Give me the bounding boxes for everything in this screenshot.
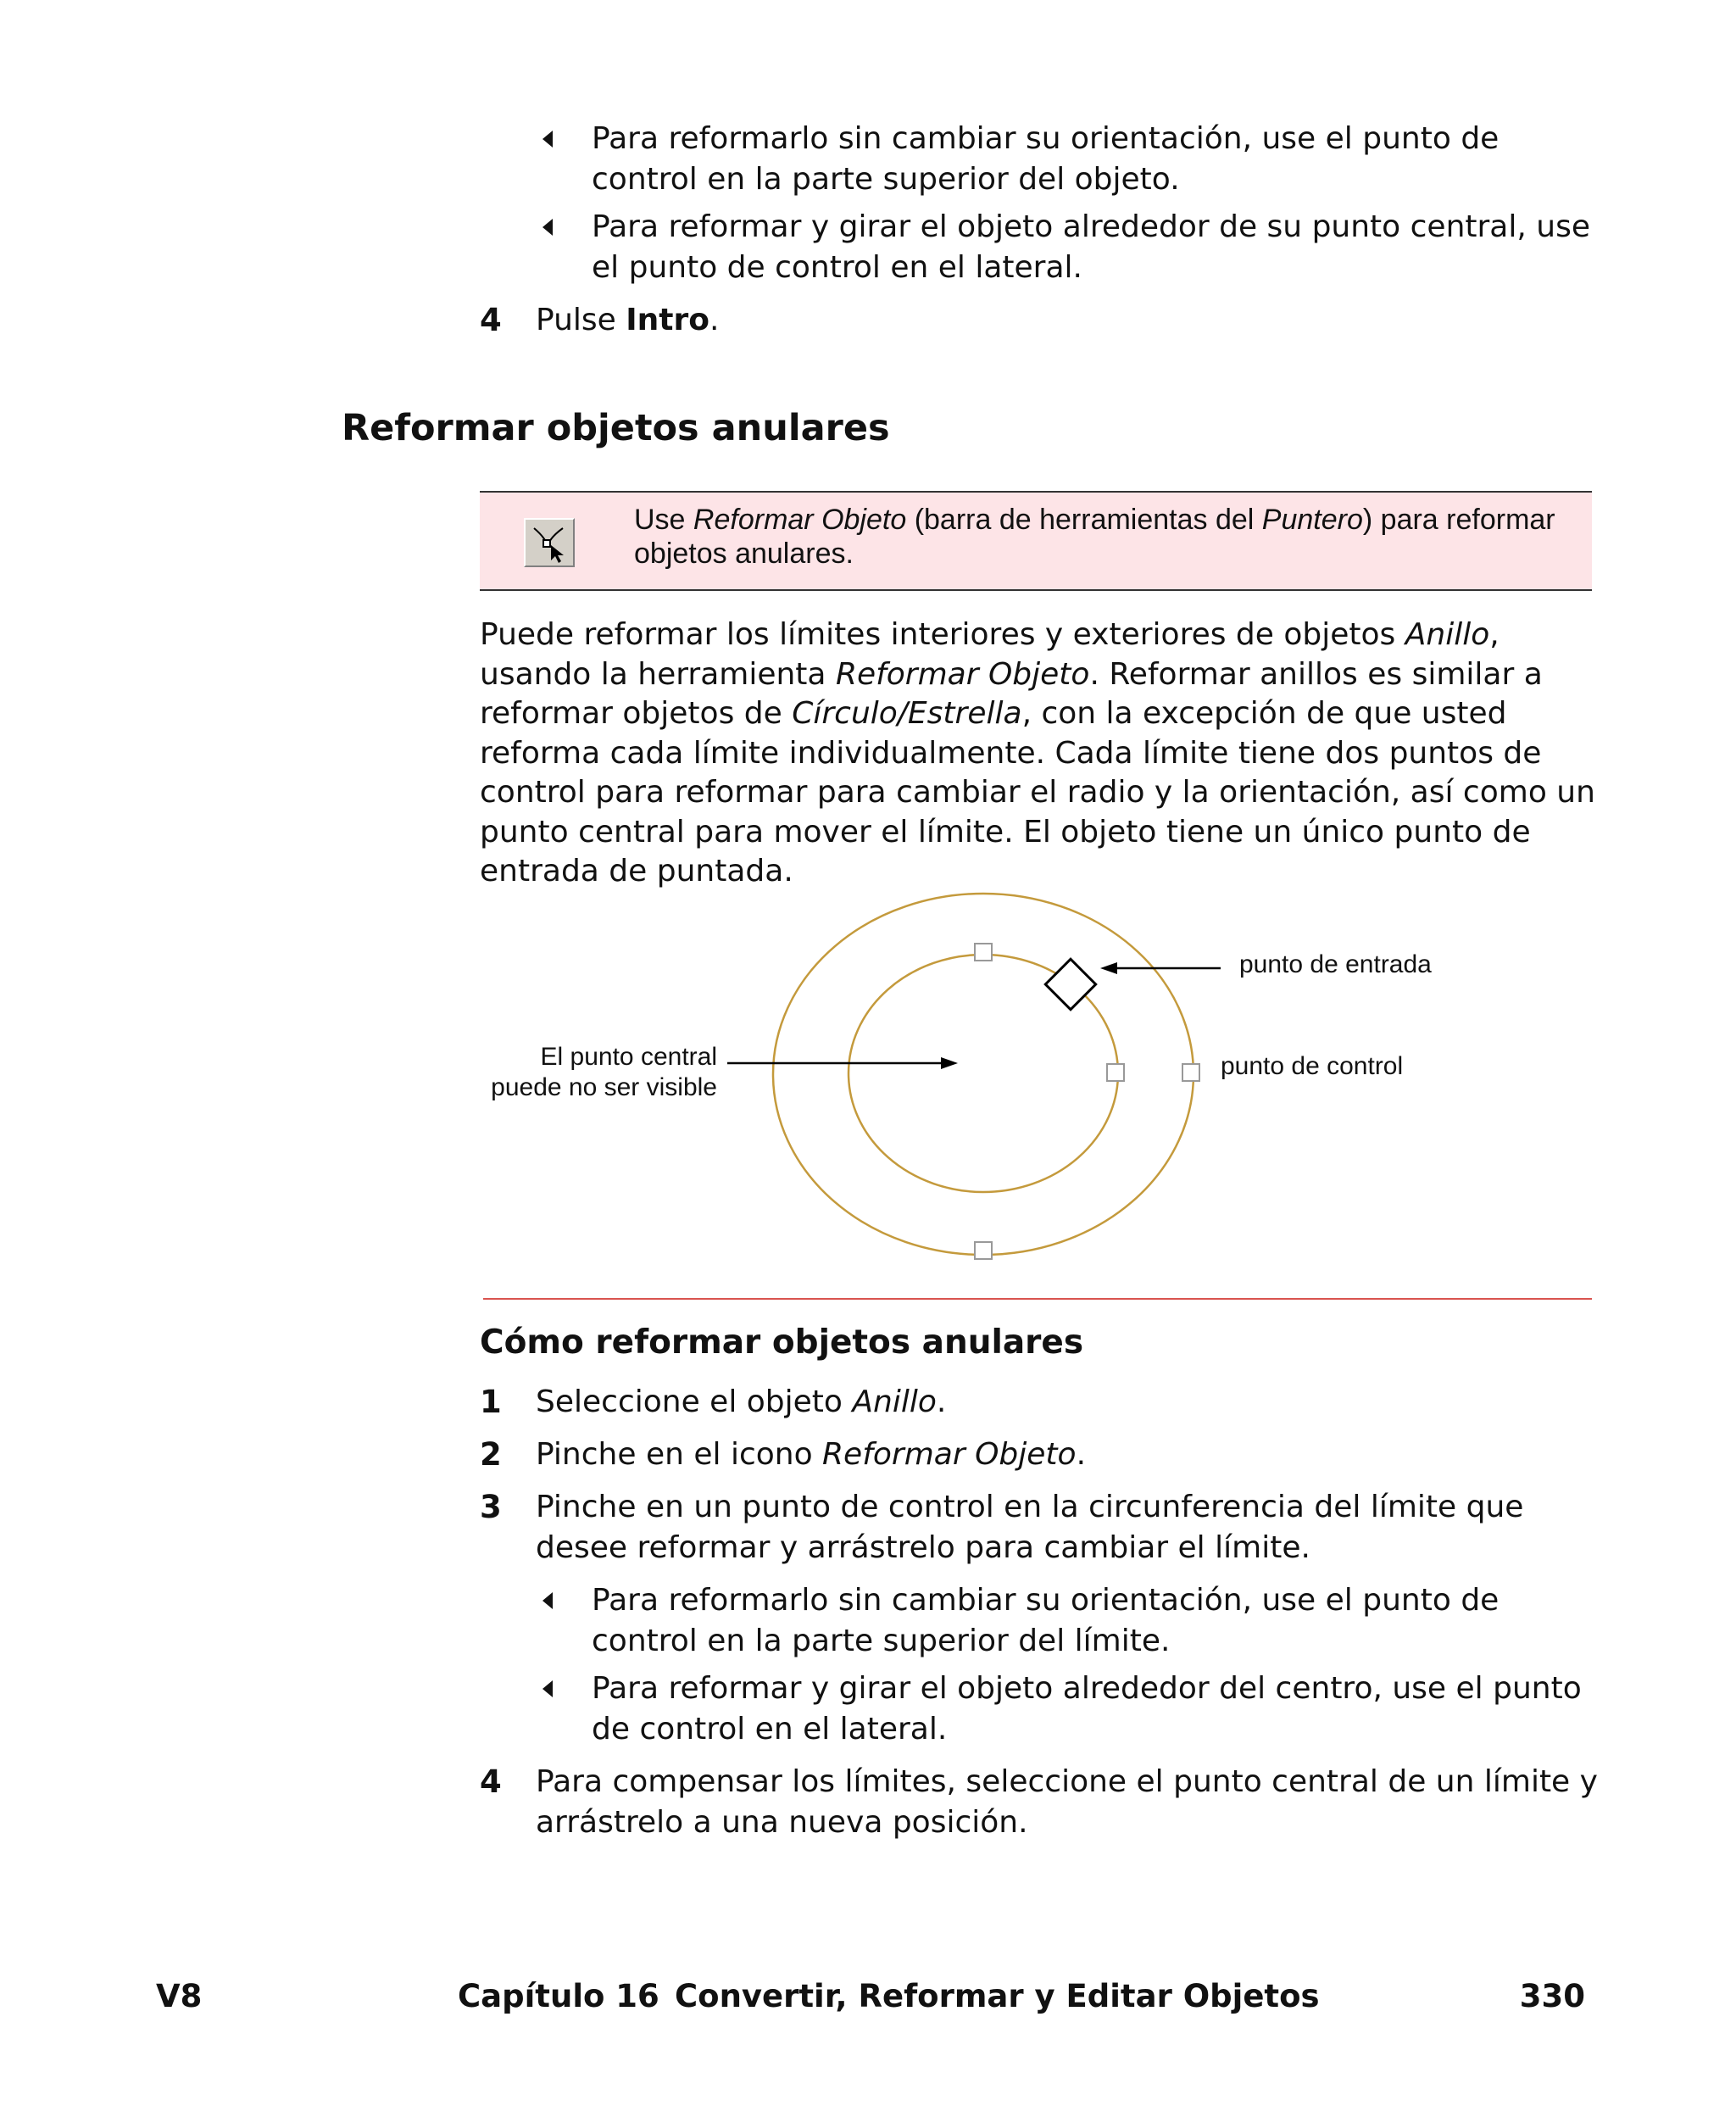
step-text: Pulse Intro. (536, 303, 720, 337)
entry-point-marker (1045, 959, 1095, 1009)
step-text: Pinche en el icono Reformar Objeto. (536, 1437, 1087, 1472)
tip-box (480, 491, 1592, 591)
bullet-text: Para reformarlo sin cambiar su orientación, use el punto de control en la parte superior del límite. (592, 1583, 1500, 1658)
step-number: 3 (480, 1489, 502, 1525)
body-paragraph: Puede reformar los límites interiores y exteriores de objetos Anillo, usando la herramienta Reformar Objeto. Reformar anillos es similar a reformar objetos de Círculo/Estrella, con la excepción de que usted reforma cada límite individualmente. Cada límite tiene dos puntos de control para reformar para cambiar el radio y la orientación, así como un punto central para mover el límite. El objeto tiene un único punto de entrada de puntada. (480, 617, 1595, 889)
center-point-label-line1: El punto central (540, 1043, 717, 1071)
bullet-text: Para reformarlo sin cambiar su orientación, use el punto de control en la parte superior del objeto. (592, 121, 1500, 197)
bullet-triangle-icon (542, 1592, 553, 1609)
toolbar-name: Puntero (1261, 504, 1363, 536)
tool-name: Reformar Objeto (693, 504, 907, 536)
entry-point-label: punto de entrada (1239, 950, 1432, 978)
control-point-outer-side (1182, 1064, 1199, 1081)
control-point-bottom (975, 1242, 992, 1259)
footer-page-number: 330 (1519, 1978, 1585, 2014)
control-point-top (975, 944, 992, 961)
key-name: Intro (626, 303, 709, 337)
bullet-text: Para reformar y girar el objeto alrededor del centro, use el punto de control en el lateral. (592, 1671, 1582, 1747)
step-number: 2 (480, 1436, 502, 1473)
bullet-text: Para reformar y girar el objeto alrededor de su punto central, use el punto de control en el lateral. (592, 209, 1590, 285)
ring-diagram (0, 882, 1736, 1280)
tip-text: Use Reformar Objeto (barra de herramientas del Puntero) para reformar objetos anulares. (634, 504, 1555, 570)
reshape-object-icon (524, 518, 575, 567)
footer-chapter: Capítulo 16 (458, 1978, 659, 2014)
footer-chapter-title: Convertir, Reformar y Editar Objetos (675, 1978, 1320, 2014)
footer-version: V8 (156, 1978, 203, 2014)
entry-arrow-head (1100, 962, 1117, 974)
control-point-label: punto de control (1221, 1052, 1404, 1080)
step-number: 4 (480, 1763, 502, 1800)
step-number: 1 (480, 1384, 502, 1420)
bullet-triangle-icon (542, 1680, 553, 1697)
center-point-label-line2: puede no ser visible (491, 1073, 717, 1101)
procedure-title: Cómo reformar objetos anulares (480, 1323, 1084, 1362)
step-text: Seleccione el objeto Anillo. (536, 1384, 947, 1419)
step-text: Para compensar los límites, seleccione el punto central de un límite y arrástrelo a una nueva posición. (536, 1764, 1598, 1840)
control-point-inner-side (1107, 1064, 1124, 1081)
section-divider (483, 1298, 1592, 1300)
bullet-triangle-icon (542, 219, 553, 236)
step-text: Pinche en un punto de control en la circunferencia del límite que desee reformar y arrástrelo para cambiar el límite. (536, 1490, 1524, 1565)
section-title: Reformar objetos anulares (342, 407, 890, 449)
bullet-triangle-icon (542, 131, 553, 148)
center-arrow-head (941, 1057, 958, 1069)
step-number: 4 (480, 302, 502, 338)
